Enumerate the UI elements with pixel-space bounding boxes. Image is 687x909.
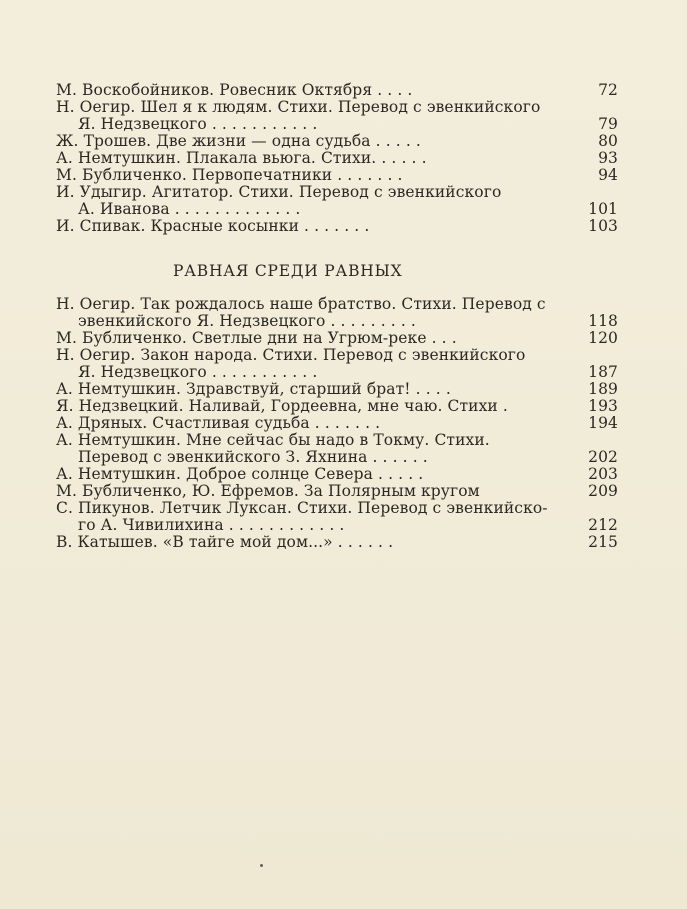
toc-entry: [56, 483, 618, 500]
toc-entry-line: Я. Недзвецкого . . . . . . . . . . .: [78, 363, 318, 381]
toc-entry-line: И. Удыгир. Агитатор. Стихи. Перевод с эвенкийского: [56, 183, 502, 201]
toc-page-number: 103: [588, 217, 618, 235]
toc-entry: [56, 432, 618, 466]
toc-entry: [56, 296, 618, 330]
toc-entry: [56, 167, 618, 184]
toc-entry: [56, 330, 618, 347]
toc-page-number: 94: [598, 166, 618, 184]
toc-page-number: 215: [588, 533, 618, 551]
toc-entry: [56, 99, 618, 133]
toc-entry-line: М. Воскобойников. Ровесник Октября . . . .: [56, 81, 413, 99]
toc-entry-line: го А. Чивилихина . . . . . . . . . . . .: [78, 516, 345, 534]
toc-entry: [56, 500, 618, 534]
toc-entry-line: М. Бубличенко. Первопечатники . . . . . . .: [56, 166, 403, 184]
toc-entry-line: А. Дряныx. Счастливая судьба . . . . . . .: [56, 414, 381, 432]
toc-page-number: 187: [588, 363, 618, 381]
toc-entry: [56, 415, 618, 432]
toc-page-number: 203: [588, 465, 618, 483]
toc-entry: [56, 133, 618, 150]
toc-entry: [56, 184, 618, 218]
toc-page-number: 202: [588, 448, 618, 466]
toc-entry-line: А. Немтушкин. Доброе солнце Севера . . . . .: [56, 465, 424, 483]
toc-entry-line: В. Катышев. «В тайге мой дом...» . . . . . .: [56, 533, 394, 551]
toc-entry-line: Н. Оегир. Закон народа. Стихи. Перевод с эвенкийского: [56, 346, 526, 364]
toc-entry: [56, 398, 618, 415]
toc-entry-line: М. Бубличенко. Светлые дни на Угрюм-реке . . .: [56, 329, 457, 347]
toc-page-number: 209: [588, 482, 618, 500]
toc-page-number: 93: [598, 149, 618, 167]
toc-entry: [56, 218, 618, 235]
toc-entry-line: М. Бубличенко, Ю. Ефремов. За Полярным кругом: [56, 482, 480, 500]
toc-entry-line: Я. Недзвецкий. Наливай, Гордеевна, мне чаю. Стихи .: [56, 397, 508, 415]
toc-entry-line: С. Пикунов. Летчик Луксан. Стихи. Перевод с эвенкийско-: [56, 499, 548, 517]
toc-page-number: 79: [598, 115, 618, 133]
toc-entry-line: Я. Недзвецкого . . . . . . . . . . .: [78, 115, 318, 133]
paper-speck: [260, 864, 263, 867]
toc-entry-line: А. Немтушкин. Мне сейчас бы надо в Токму. Стихи.: [56, 431, 490, 449]
contents-list-top: [56, 82, 618, 235]
contents-list-bottom: [56, 296, 618, 551]
toc-page-number: 101: [588, 200, 618, 218]
toc-entry-line: А. Немтушкин. Здравствуй, старший брат! . . . .: [56, 380, 451, 398]
toc-page-number: 189: [588, 380, 618, 398]
toc-page-number: 120: [588, 329, 618, 347]
toc-entry: [56, 347, 618, 381]
toc-entry-line: Ж. Трошев. Две жизни — одна судьба . . . . .: [56, 132, 421, 150]
toc-page-number: 212: [588, 516, 618, 534]
toc-entry-line: Н. Оегир. Шел я к людям. Стихи. Перевод с эвенкийского: [56, 98, 541, 116]
toc-entry-line: Перевод с эвенкийского З. Яхнина . . . . . .: [78, 448, 428, 466]
toc-entry: [56, 82, 618, 99]
toc-page-number: 80: [598, 132, 618, 150]
toc-page-number: 72: [598, 81, 618, 99]
toc-page-number: 193: [588, 397, 618, 415]
toc-entry: [56, 534, 618, 551]
toc-page-number: 118: [588, 312, 618, 330]
toc-entry-line: Н. Оегир. Так рождалось наше братство. Стихи. Перевод с: [56, 295, 546, 313]
toc-entry: [56, 150, 618, 167]
section-title: РАВНАЯ СРЕДИ РАВНЫХ: [173, 262, 403, 280]
toc-entry-line: А. Иванова . . . . . . . . . . . . .: [78, 200, 301, 218]
toc-entry: [56, 381, 618, 398]
toc-entry-line: И. Спивак. Красные косынки . . . . . . .: [56, 217, 370, 235]
toc-entry-line: эвенкийского Я. Недзвецкого . . . . . . . . .: [78, 312, 416, 330]
toc-entry-line: А. Немтушкин. Плакала вьюга. Стихи. . . . . .: [56, 149, 427, 167]
toc-entry: [56, 466, 618, 483]
toc-page-number: 194: [588, 414, 618, 432]
